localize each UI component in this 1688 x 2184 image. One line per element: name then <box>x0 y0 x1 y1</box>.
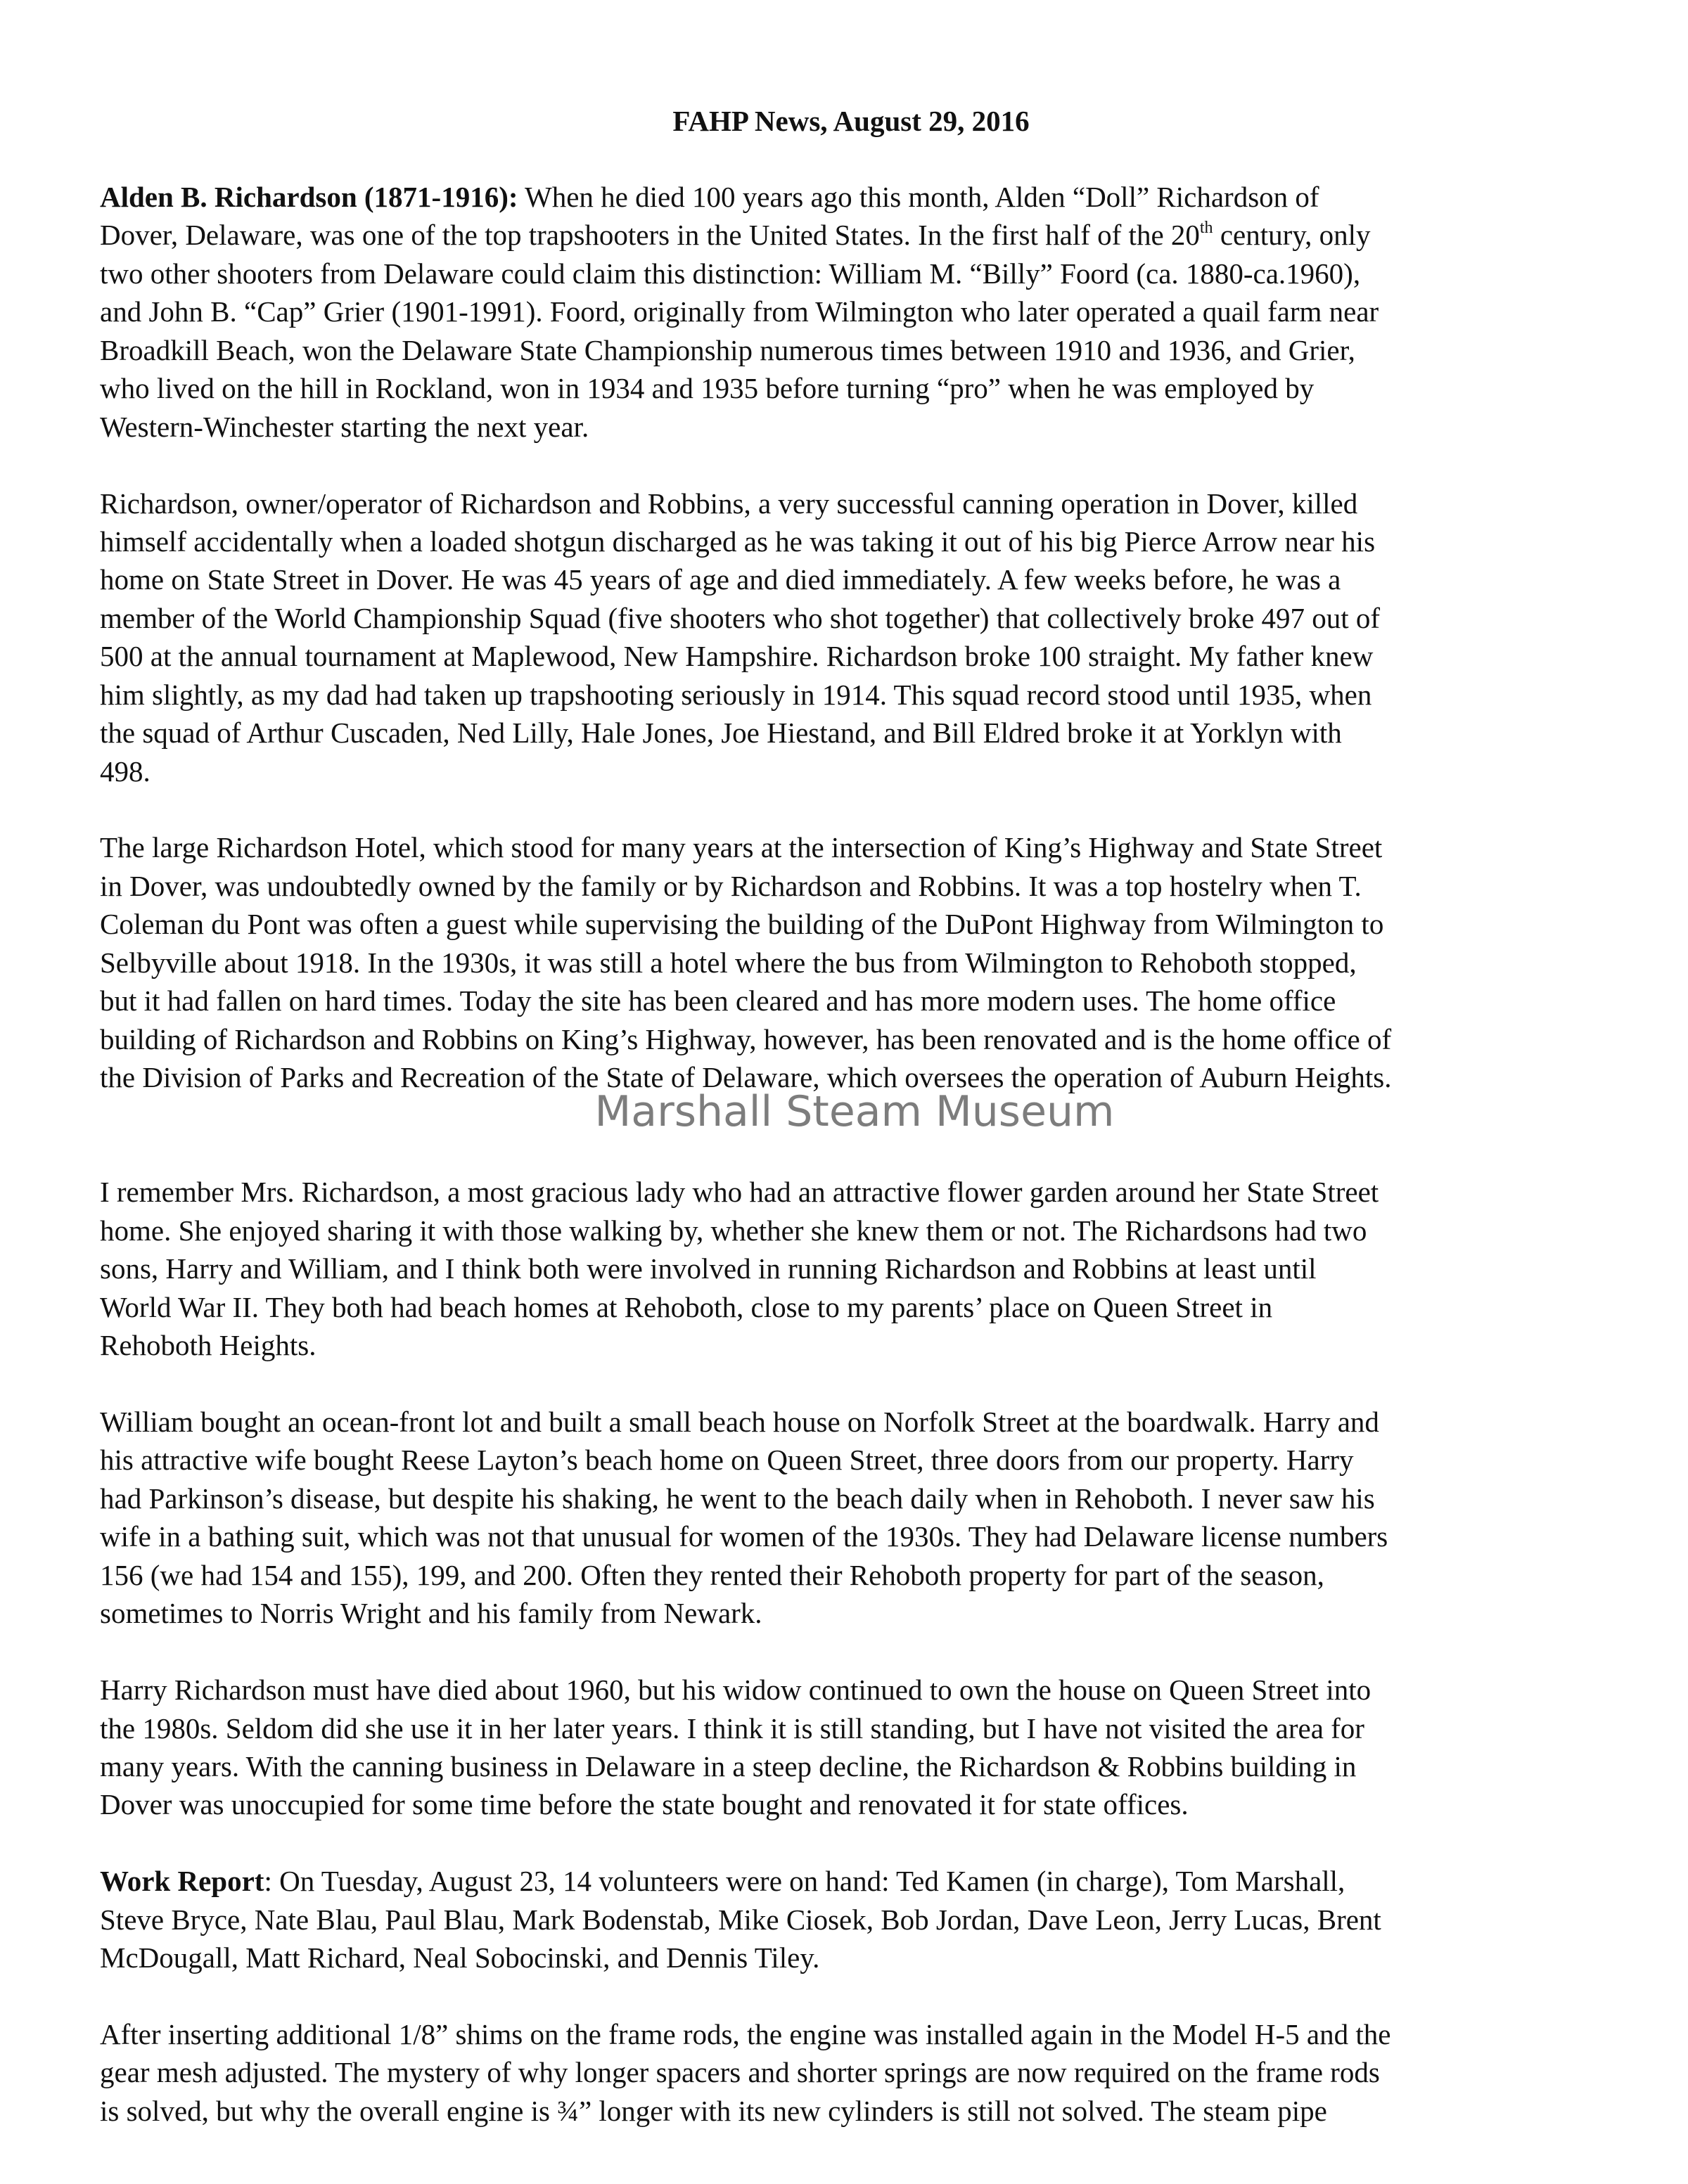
bold-lead-in: Work Report <box>100 1865 264 1898</box>
text-segment: When he died 100 years ago this month, Alden “Doll” Richardson of <box>518 181 1319 213</box>
paragraph <box>100 1862 1647 1977</box>
page-title: FAHP News, August 29, 2016 <box>672 105 1030 137</box>
text-line: who lived on the hill in Rockland, won in 1934 and 1935 before turning “pro” when he was employed by <box>100 372 1315 405</box>
text-line: Selbyville about 1918. In the 1930s, it was still a hotel where the bus from Wilmington to Rehoboth stopped, <box>100 946 1357 979</box>
text-line: Broadkill Beach, won the Delaware State Championship numerous times between 1910 and 1936, and Grier, <box>100 333 1355 366</box>
text-line: Harry Richardson must have died about 1960, but his widow continued to own the house on Queen Street into <box>100 1674 1372 1707</box>
text-line: the 1980s. Seldom did she use it in her later years. I think it is still standing, but I have not visited the area for <box>100 1711 1364 1745</box>
text-line: Coleman du Pont was often a guest while supervising the building of the DuPont Highway from Wilmington to <box>100 908 1384 941</box>
paragraph <box>100 1671 1647 1824</box>
text-line: the squad of Arthur Cuscaden, Ned Lilly, Hale Jones, Joe Hiestand, and Bill Eldred broke it at Yorklyn with <box>100 717 1342 750</box>
text-line: is solved, but why the overall engine is ¾” longer with its new cylinders is still not solved. The steam pipe <box>100 2094 1327 2127</box>
paragraph <box>100 1173 1647 1364</box>
paragraph <box>100 1403 1647 1633</box>
text-line: wife in a bathing suit, which was not that unusual for women of the 1930s. They had Delaware license numbers <box>100 1520 1388 1553</box>
bold-lead-in: Alden B. Richardson (1871-1916): <box>100 181 518 213</box>
text-line: in Dover, was undoubtedly owned by the family or by Richardson and Robbins. It was a top hostelry when T. <box>100 869 1362 902</box>
text-line: 156 (we had 154 and 155), 199, and 200. Often they rented their Rehoboth property for part of the season, <box>100 1558 1324 1591</box>
text-line <box>100 1862 1647 1900</box>
text-line: Rehoboth Heights. <box>100 1329 316 1362</box>
paragraph <box>100 178 1647 446</box>
text-line: his attractive wife bought Reese Layton’s beach home on Queen Street, three doors from our property. Harry <box>100 1444 1354 1477</box>
text-line: gear mesh adjusted. The mystery of why longer spacers and shorter springs are now required on the frame rods <box>100 2056 1380 2089</box>
text-line: William bought an ocean-front lot and built a small beach house on Norfolk Street at the boardwalk. Harry and <box>100 1406 1379 1438</box>
text-line: member of the World Championship Squad (five shooters who shot together) that collectively broke 497 out of <box>100 601 1381 634</box>
text-line: After inserting additional 1/8” shims on the frame rods, the engine was installed again in the Model H-5 and the <box>100 2018 1391 2050</box>
text-line: two other shooters from Delaware could claim this distinction: William M. “Billy” Foord (ca. 1880-ca.1960), <box>100 257 1361 290</box>
text-line: but it had fallen on hard times. Today the site has been cleared and has more modern uses. The home office <box>100 984 1336 1017</box>
article-body <box>100 178 1647 2169</box>
text-line: himself accidentally when a loaded shotgun discharged as he was taking it out of his big Pierce Arrow near his <box>100 525 1376 558</box>
text-line: home on State Street in Dover. He was 45 years of age and died immediately. A few weeks before, he was a <box>100 563 1341 596</box>
text-segment: century, only <box>1213 219 1371 252</box>
text-line: World War II. They both had beach homes at Rehoboth, close to my parents’ place on Queen Street in <box>100 1290 1273 1323</box>
text-line: and John B. “Cap” Grier (1901-1991). Foord, originally from Wilmington who later operated a quail farm near <box>100 295 1379 328</box>
text-segment: : On Tuesday, August 23, 14 volunteers were on hand: Ted Kamen (in charge), Tom Marshall, <box>264 1865 1345 1898</box>
text-line: McDougall, Matt Richard, Neal Sobocinski, and Dennis Tiley. <box>100 1941 820 1974</box>
text-line: home. She enjoyed sharing it with those walking by, whether she knew them or not. The Richardsons had two <box>100 1214 1367 1247</box>
watermark: Marshall Steam Museum <box>594 1087 1115 1136</box>
text-line: I remember Mrs. Richardson, a most gracious lady who had an attractive flower garden around her State Street <box>100 1176 1379 1209</box>
text-line: building of Richardson and Robbins on King’s Highway, however, has been renovated and is the home office of <box>100 1022 1392 1055</box>
text-line: many years. With the canning business in Delaware in a steep decline, the Richardson & Robbins building in <box>100 1749 1357 1782</box>
paragraph <box>100 484 1647 791</box>
text-line: Dover was unoccupied for some time before the state bought and renovated it for state offices. <box>100 1788 1189 1821</box>
text-line: sometimes to Norris Wright and his family from Newark. <box>100 1597 762 1630</box>
text-line: 500 at the annual tournament at Maplewood, New Hampshire. Richardson broke 100 straight. My father knew <box>100 640 1374 673</box>
text-line: Steve Bryce, Nate Blau, Paul Blau, Mark Bodenstab, Mike Ciosek, Bob Jordan, Dave Leon, Jerry Lucas, Brent <box>100 1903 1381 1936</box>
text-line: had Parkinson’s disease, but despite his shaking, he went to the beach daily when in Rehoboth. I never saw his <box>100 1482 1375 1515</box>
text-line: sons, Harry and William, and I think both were involved in running Richardson and Robbins at least until <box>100 1252 1317 1285</box>
text-line: Western-Winchester starting the next year. <box>100 410 589 443</box>
text-line: the Division of Parks and Recreation of the State of Delaware, which oversees the operation of Auburn Heights. <box>100 1061 1392 1094</box>
text-line: him slightly, as my dad had taken up trapshooting seriously in 1914. This squad record stood until 1935, when <box>100 678 1372 711</box>
paragraph <box>100 2015 1647 2130</box>
text-line <box>100 178 1647 216</box>
text-line: 498. <box>100 754 151 788</box>
text-line: Richardson, owner/operator of Richardson and Robbins, a very successful canning operation in Dover, killed <box>100 487 1358 520</box>
text-line <box>100 216 1647 254</box>
text-line: The large Richardson Hotel, which stood for many years at the intersection of King’s Highway and State Street <box>100 831 1383 864</box>
text-segment: Dover, Delaware, was one of the top trapshooters in the United States. In the first half of the 20 <box>100 219 1200 252</box>
superscript: th <box>1199 219 1213 238</box>
